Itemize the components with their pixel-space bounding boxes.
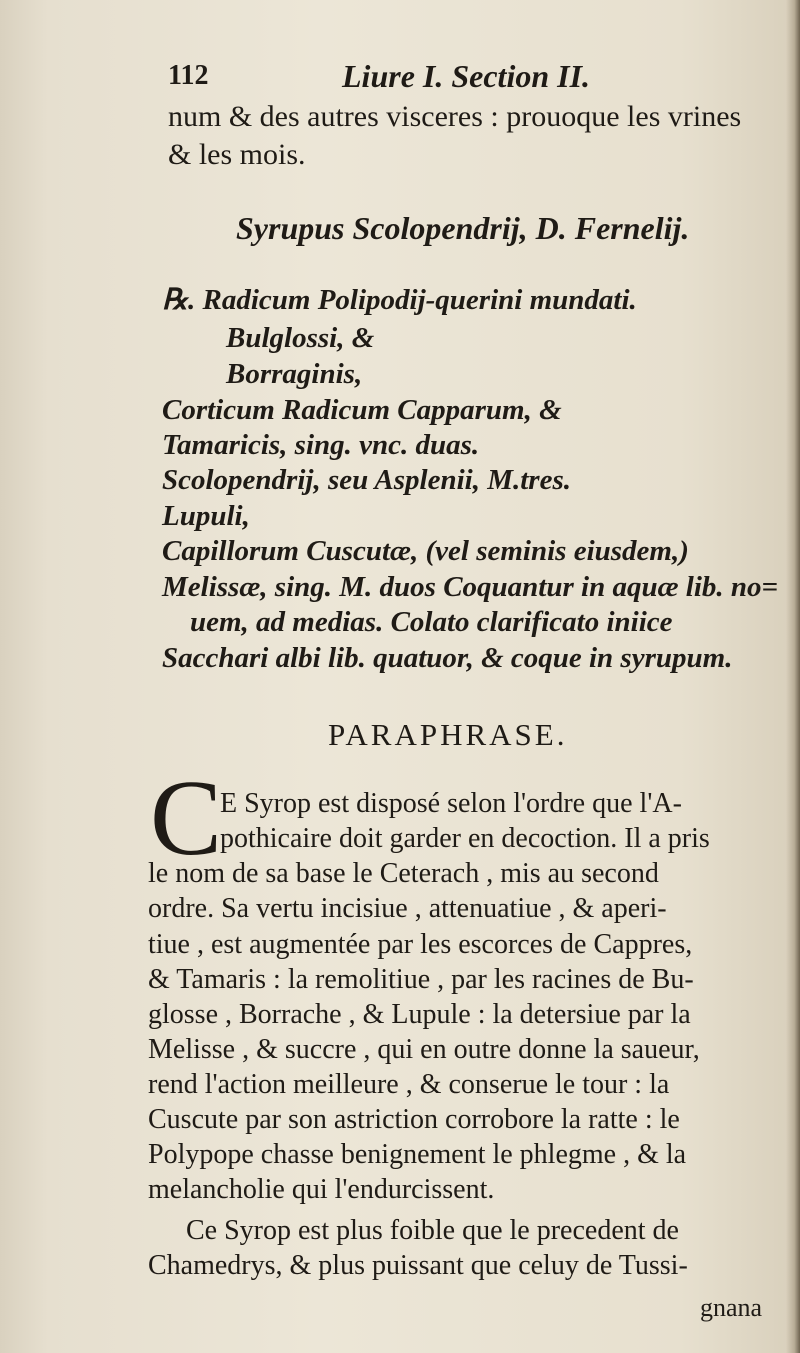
recipe-line: Bulglossi, &	[226, 322, 375, 354]
drop-cap: C	[150, 759, 223, 878]
recipe-line: Lupuli,	[162, 500, 250, 532]
recipe-line: Borraginis,	[226, 358, 363, 390]
recipe-line: Melissæ, sing. M. duos Coquantur in aquæ lib. no=	[162, 571, 779, 603]
recipe-line: Scolopendrij, seu Asplenii, M.tres.	[162, 464, 572, 496]
paraphrase-line: Cuscute par son astriction corrobore la ratte : le	[148, 1104, 680, 1135]
recipe-line: Sacchari albi lib. quatuor, & coque in syrupum.	[162, 642, 733, 674]
paraphrase-line: le nom de sa base le Ceterach , mis au second	[148, 858, 659, 889]
paraphrase-line: Chamedrys, & plus puissant que celuy de Tussi-	[148, 1250, 688, 1281]
intro-line: num & des autres visceres : prouoque les vrines	[168, 100, 742, 133]
paraphrase-line: E Syrop est disposé selon l'ordre que l'A-	[220, 788, 682, 819]
catchword: gnana	[700, 1293, 763, 1322]
recipe-line: uem, ad medias. Colato clarificato iniice	[190, 606, 673, 638]
recipe-line: ℞. Radicum Polipodij-querini mundati.	[162, 284, 637, 316]
paraphrase-line: tiue , est augmentée par les escorces de Cappres,	[148, 929, 693, 960]
formula-title: Syrupus Scolopendrij, D. Fernelij.	[236, 210, 690, 246]
running-title: Liure I. Section II.	[342, 58, 591, 94]
paraphrase-heading: PARAPHRASE.	[328, 717, 568, 752]
paraphrase-line: Polypope chasse benignement le phlegme , & la	[148, 1139, 687, 1170]
paraphrase-line: glosse , Borrache , & Lupule : la detersiue par la	[148, 999, 691, 1030]
paraphrase-line: ordre. Sa vertu incisiue , attenuatiue , & aperi-	[148, 893, 667, 924]
paraphrase-line: rend l'action meilleure , & conserue le tour : la	[148, 1069, 670, 1100]
recipe-line: Capillorum Cuscutæ, (vel seminis eiusdem,)	[162, 535, 689, 567]
paraphrase-line: melancholie qui l'endurcissent.	[148, 1174, 495, 1205]
paraphrase-line: Melisse , & succre , qui en outre donne la saueur,	[148, 1034, 700, 1065]
paraphrase-line: & Tamaris : la remolitiue , par les racines de Bu-	[148, 964, 694, 995]
page-number: 112	[168, 60, 209, 91]
intro-line: & les mois.	[168, 138, 306, 171]
page-edge-shadow	[786, 0, 800, 1353]
recipe-line: Tamaricis, sing. vnc. duas.	[162, 429, 480, 461]
recipe-line: Corticum Radicum Capparum, &	[162, 394, 562, 426]
paraphrase-line: pothicaire doit garder en decoction. Il a pris	[220, 823, 710, 854]
paraphrase-line: Ce Syrop est plus foible que le precedent de	[186, 1215, 679, 1246]
